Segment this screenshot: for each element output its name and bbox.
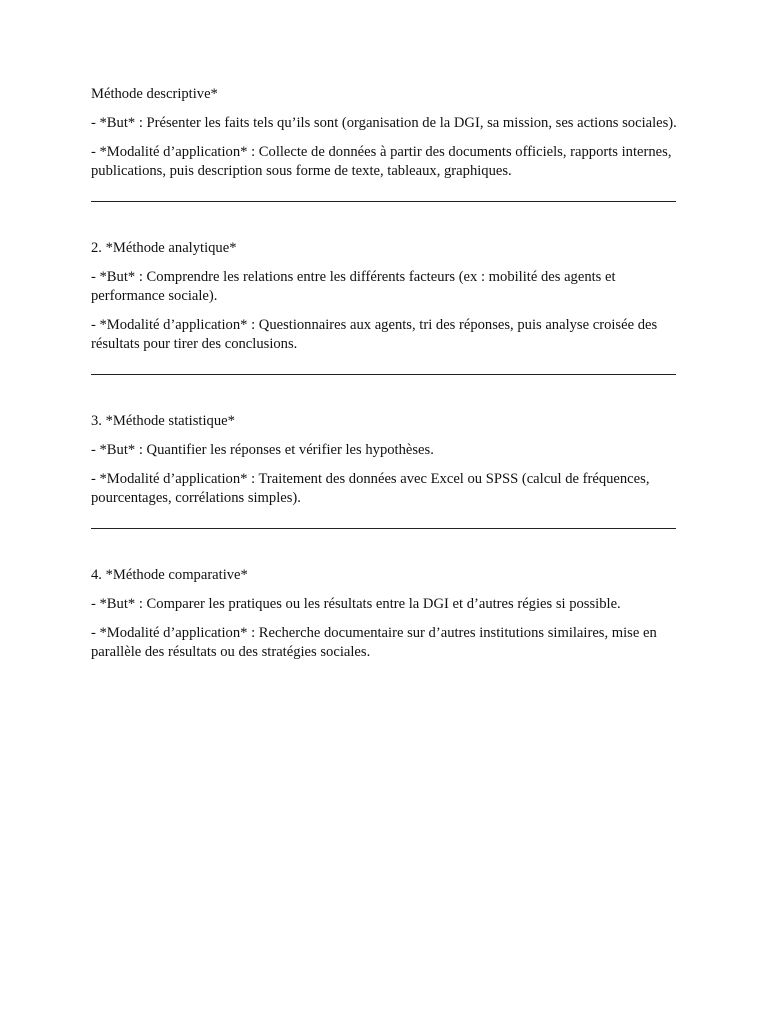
section-divider xyxy=(91,528,676,529)
section-comparative xyxy=(91,566,677,662)
modalite-paragraph: - *Modalité d’application* : Questionnaires aux agents, tri des réponses, puis analyse croisée des résultats pour tirer des conclusions. xyxy=(91,317,658,352)
section-title: 4. *Méthode comparative* xyxy=(91,567,248,583)
modalite-paragraph: - *Modalité d’application* : Traitement des données avec Excel ou SPSS (calcul de fréquences, pourcentages, corrélations simples). xyxy=(91,471,650,506)
section-title: 3. *Méthode statistique* xyxy=(91,413,235,429)
but-paragraph: - *But* : Présenter les faits tels qu’ils sont (organisation de la DGI, sa mission, ses actions sociales). xyxy=(91,115,677,131)
section-descriptive xyxy=(91,85,677,181)
section-statistique xyxy=(91,412,677,508)
modalite-paragraph: - *Modalité d’application* : Recherche documentaire sur d’autres institutions similaires, mise en parallèle des résultats ou des stratégies sociales. xyxy=(91,625,657,660)
section-analytique xyxy=(91,239,677,354)
section-title: Méthode descriptive* xyxy=(91,86,218,102)
modalite-paragraph: - *Modalité d’application* : Collecte de données à partir des documents officiels, rapports internes, publications, puis description sous forme de texte, tableaux, graphiques. xyxy=(91,144,672,179)
section-divider xyxy=(91,374,676,375)
document-page xyxy=(91,85,677,672)
section-divider xyxy=(91,201,676,202)
but-paragraph: - *But* : Quantifier les réponses et vérifier les hypothèses. xyxy=(91,442,434,458)
section-title: 2. *Méthode analytique* xyxy=(91,240,237,256)
but-paragraph: - *But* : Comprendre les relations entre les différents facteurs (ex : mobilité des agents et performance sociale). xyxy=(91,269,616,304)
but-paragraph: - *But* : Comparer les pratiques ou les résultats entre la DGI et d’autres régies si possible. xyxy=(91,596,621,612)
